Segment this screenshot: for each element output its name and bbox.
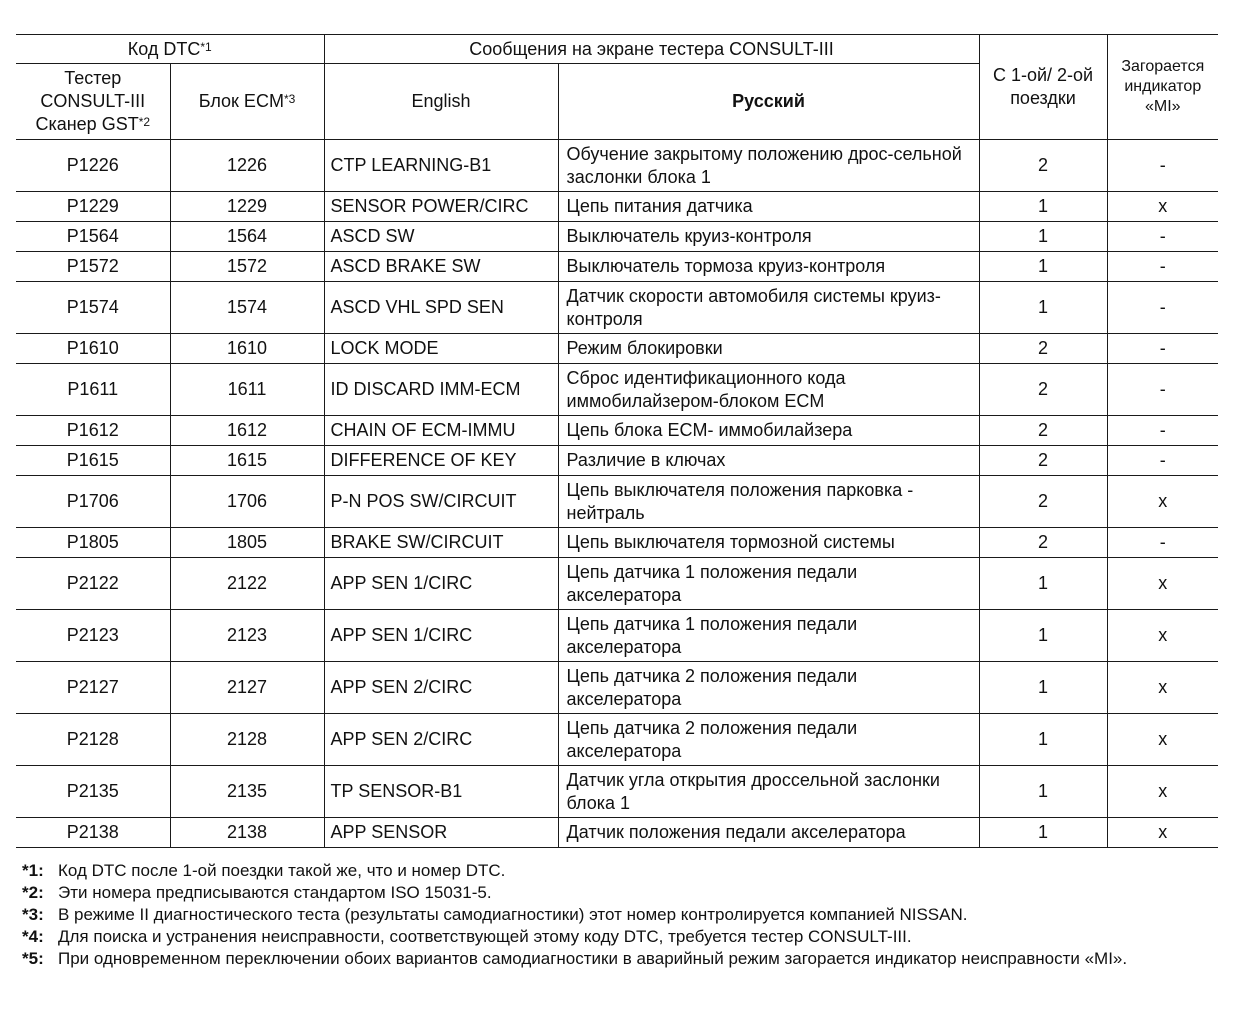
footnote-text: Эти номера предписываются стандартом ISO 15031-5. <box>58 883 492 902</box>
ecm-code-cell: 1572 <box>170 252 324 282</box>
trip-cell: 1 <box>979 714 1107 766</box>
english-message-cell: ASCD SW <box>324 222 558 252</box>
ecm-code-cell: 1574 <box>170 282 324 334</box>
ecm-code-cell: 1612 <box>170 416 324 446</box>
table-row <box>16 416 1218 446</box>
tester-code-cell: P1574 <box>16 282 170 334</box>
russian-message-cell: Цепь выключателя положения парковка - нейтраль <box>558 476 979 528</box>
mil-cell: x <box>1107 714 1218 766</box>
english-message-cell: APP SEN 2/CIRC <box>324 714 558 766</box>
trip-cell: 2 <box>979 334 1107 364</box>
tester-code-cell: P2127 <box>16 662 170 714</box>
russian-message-cell: Цепь блока ECM- иммобилайзера <box>558 416 979 446</box>
table-row <box>16 192 1218 222</box>
footnote <box>22 904 1227 926</box>
footnote-mark: *5: <box>22 949 44 968</box>
ecm-code-cell: 2128 <box>170 714 324 766</box>
ecm-code-cell: 1611 <box>170 364 324 416</box>
trips-header: С 1-ой/ 2-ой поездки <box>979 35 1107 140</box>
table-row <box>16 476 1218 528</box>
english-message-cell: P-N POS SW/CIRCUIT <box>324 476 558 528</box>
footnote-text: В режиме II диагностического теста (результаты самодиагностики) этот номер контролируется компанией NISSAN. <box>58 905 968 924</box>
trip-cell: 1 <box>979 252 1107 282</box>
trip-cell: 1 <box>979 610 1107 662</box>
trip-cell: 2 <box>979 140 1107 192</box>
trip-cell: 2 <box>979 364 1107 416</box>
table-row <box>16 282 1218 334</box>
russian-message-cell: Режим блокировки <box>558 334 979 364</box>
tester-code-cell: P1611 <box>16 364 170 416</box>
ecm-code-cell: 1564 <box>170 222 324 252</box>
footnote <box>22 926 1227 948</box>
tester-code-cell: P1615 <box>16 446 170 476</box>
trip-cell: 1 <box>979 192 1107 222</box>
english-message-cell: ASCD VHL SPD SEN <box>324 282 558 334</box>
messages-header: Сообщения на экране тестера CONSULT-III <box>324 35 979 64</box>
english-message-cell: BRAKE SW/CIRCUIT <box>324 528 558 558</box>
footnote-mark: *1: <box>22 861 44 880</box>
russian-message-cell: Цепь датчика 2 положения педали акселератора <box>558 662 979 714</box>
english-message-cell: APP SEN 1/CIRC <box>324 610 558 662</box>
english-message-cell: CTP LEARNING-B1 <box>324 140 558 192</box>
mil-cell: x <box>1107 818 1218 848</box>
table-row <box>16 558 1218 610</box>
footnote <box>22 948 1227 970</box>
russian-message-cell: Датчик угла открытия дроссельной заслонки блока 1 <box>558 766 979 818</box>
tester-code-cell: P1610 <box>16 334 170 364</box>
mil-cell: - <box>1107 252 1218 282</box>
footnote-mark: *2: <box>22 883 44 902</box>
russian-message-cell: Цепь выключателя тормозной системы <box>558 528 979 558</box>
russian-message-cell: Датчик скорости автомобиля системы круиз-контроля <box>558 282 979 334</box>
trip-cell: 1 <box>979 222 1107 252</box>
tester-code-cell: P1226 <box>16 140 170 192</box>
english-message-cell: DIFFERENCE OF KEY <box>324 446 558 476</box>
english-message-cell: APP SEN 2/CIRC <box>324 662 558 714</box>
table-header <box>16 35 1218 140</box>
table-body <box>16 140 1218 848</box>
trip-cell: 1 <box>979 558 1107 610</box>
mil-cell: - <box>1107 140 1218 192</box>
mil-cell: - <box>1107 334 1218 364</box>
english-message-cell: SENSOR POWER/CIRC <box>324 192 558 222</box>
ecm-code-cell: 2138 <box>170 818 324 848</box>
table-row <box>16 610 1218 662</box>
table-row <box>16 334 1218 364</box>
mil-cell: x <box>1107 662 1218 714</box>
russian-message-cell: Датчик положения педали акселератора <box>558 818 979 848</box>
ecm-code-cell: 1805 <box>170 528 324 558</box>
russian-header: Русский <box>558 64 979 140</box>
tester-code-cell: P1564 <box>16 222 170 252</box>
tester-code-cell: P2123 <box>16 610 170 662</box>
table-row <box>16 662 1218 714</box>
russian-message-cell: Цепь датчика 1 положения педали акселератора <box>558 558 979 610</box>
russian-message-cell: Цепь питания датчика <box>558 192 979 222</box>
mil-cell: - <box>1107 528 1218 558</box>
tester-code-cell: P2122 <box>16 558 170 610</box>
ecm-code-cell: 1229 <box>170 192 324 222</box>
footnote-text: При одновременном переключении обоих вариантов самодиагностики в аварийный режим загорается индикатор неисправности «MI». <box>58 949 1128 968</box>
ecm-code-cell: 2135 <box>170 766 324 818</box>
english-message-cell: LOCK MODE <box>324 334 558 364</box>
russian-message-cell: Выключатель круиз-контроля <box>558 222 979 252</box>
tester-code-cell: P1612 <box>16 416 170 446</box>
tester-code-cell: P2135 <box>16 766 170 818</box>
ecm-code-cell: 2122 <box>170 558 324 610</box>
ecm-code-cell: 1706 <box>170 476 324 528</box>
ecm-code-cell: 1610 <box>170 334 324 364</box>
mil-cell: - <box>1107 222 1218 252</box>
russian-message-cell: Цепь датчика 1 положения педали акселератора <box>558 610 979 662</box>
mil-cell: - <box>1107 416 1218 446</box>
tester-code-cell: P2128 <box>16 714 170 766</box>
mil-cell: - <box>1107 282 1218 334</box>
table-row <box>16 446 1218 476</box>
footnotes <box>22 860 1227 970</box>
table-row <box>16 222 1218 252</box>
trip-cell: 1 <box>979 818 1107 848</box>
footnote-text: Для поиска и устранения неисправности, соответствующей этому коду DTC, требуется тестер CONSULT-III. <box>58 927 912 946</box>
trip-cell: 1 <box>979 662 1107 714</box>
mil-header: Загорается индикатор «MI» <box>1107 35 1218 140</box>
ecm-code-cell: 1615 <box>170 446 324 476</box>
table-row <box>16 818 1218 848</box>
tester-code-cell: P1229 <box>16 192 170 222</box>
footnote <box>22 860 1227 882</box>
english-message-cell: APP SEN 1/CIRC <box>324 558 558 610</box>
mil-cell: x <box>1107 476 1218 528</box>
tester-code-cell: P2138 <box>16 818 170 848</box>
mil-cell: x <box>1107 766 1218 818</box>
tester-code-cell: P1805 <box>16 528 170 558</box>
footnote-text: Код DTC после 1-ой поездки такой же, что и номер DTC. <box>58 861 506 880</box>
tester-code-cell: P1706 <box>16 476 170 528</box>
english-message-cell: ID DISCARD IMM-ECM <box>324 364 558 416</box>
russian-message-cell: Сброс идентификационного кода иммобилайзером-блоком ECM <box>558 364 979 416</box>
ecm-code-cell: 1226 <box>170 140 324 192</box>
trip-cell: 1 <box>979 282 1107 334</box>
russian-message-cell: Обучение закрытому положению дрос-сельной заслонки блока 1 <box>558 140 979 192</box>
russian-message-cell: Выключатель тормоза круиз-контроля <box>558 252 979 282</box>
footnote-mark: *3: <box>22 905 44 924</box>
english-message-cell: TP SENSOR-B1 <box>324 766 558 818</box>
ecm-code-cell: 2123 <box>170 610 324 662</box>
mil-cell: x <box>1107 192 1218 222</box>
english-message-cell: CHAIN OF ECM-IMMU <box>324 416 558 446</box>
trip-cell: 1 <box>979 766 1107 818</box>
english-header: English <box>324 64 558 140</box>
table-row <box>16 766 1218 818</box>
tester-code-cell: P1572 <box>16 252 170 282</box>
table-row <box>16 140 1218 192</box>
tester-header: Тестер CONSULT-III Сканер GST$^{*2}$ <box>16 64 170 140</box>
mil-cell: x <box>1107 610 1218 662</box>
trip-cell: 2 <box>979 476 1107 528</box>
english-message-cell: APP SENSOR <box>324 818 558 848</box>
footnote <box>22 882 1227 904</box>
table-row <box>16 528 1218 558</box>
ecm-header: Блок ECM$^{*3}$ <box>170 64 324 140</box>
footnote-mark: *4: <box>22 927 44 946</box>
dtc-table-container <box>16 34 1218 848</box>
mil-cell: x <box>1107 558 1218 610</box>
dtc-code-header: Код DTC$^{*1}$ <box>16 35 324 64</box>
table-row <box>16 252 1218 282</box>
trip-cell: 2 <box>979 446 1107 476</box>
mil-cell: - <box>1107 446 1218 476</box>
mil-cell: - <box>1107 364 1218 416</box>
trip-cell: 2 <box>979 528 1107 558</box>
dtc-table <box>16 34 1218 848</box>
trip-cell: 2 <box>979 416 1107 446</box>
table-row <box>16 364 1218 416</box>
russian-message-cell: Цепь датчика 2 положения педали акселератора <box>558 714 979 766</box>
ecm-code-cell: 2127 <box>170 662 324 714</box>
english-message-cell: ASCD BRAKE SW <box>324 252 558 282</box>
table-row <box>16 714 1218 766</box>
russian-message-cell: Различие в ключах <box>558 446 979 476</box>
